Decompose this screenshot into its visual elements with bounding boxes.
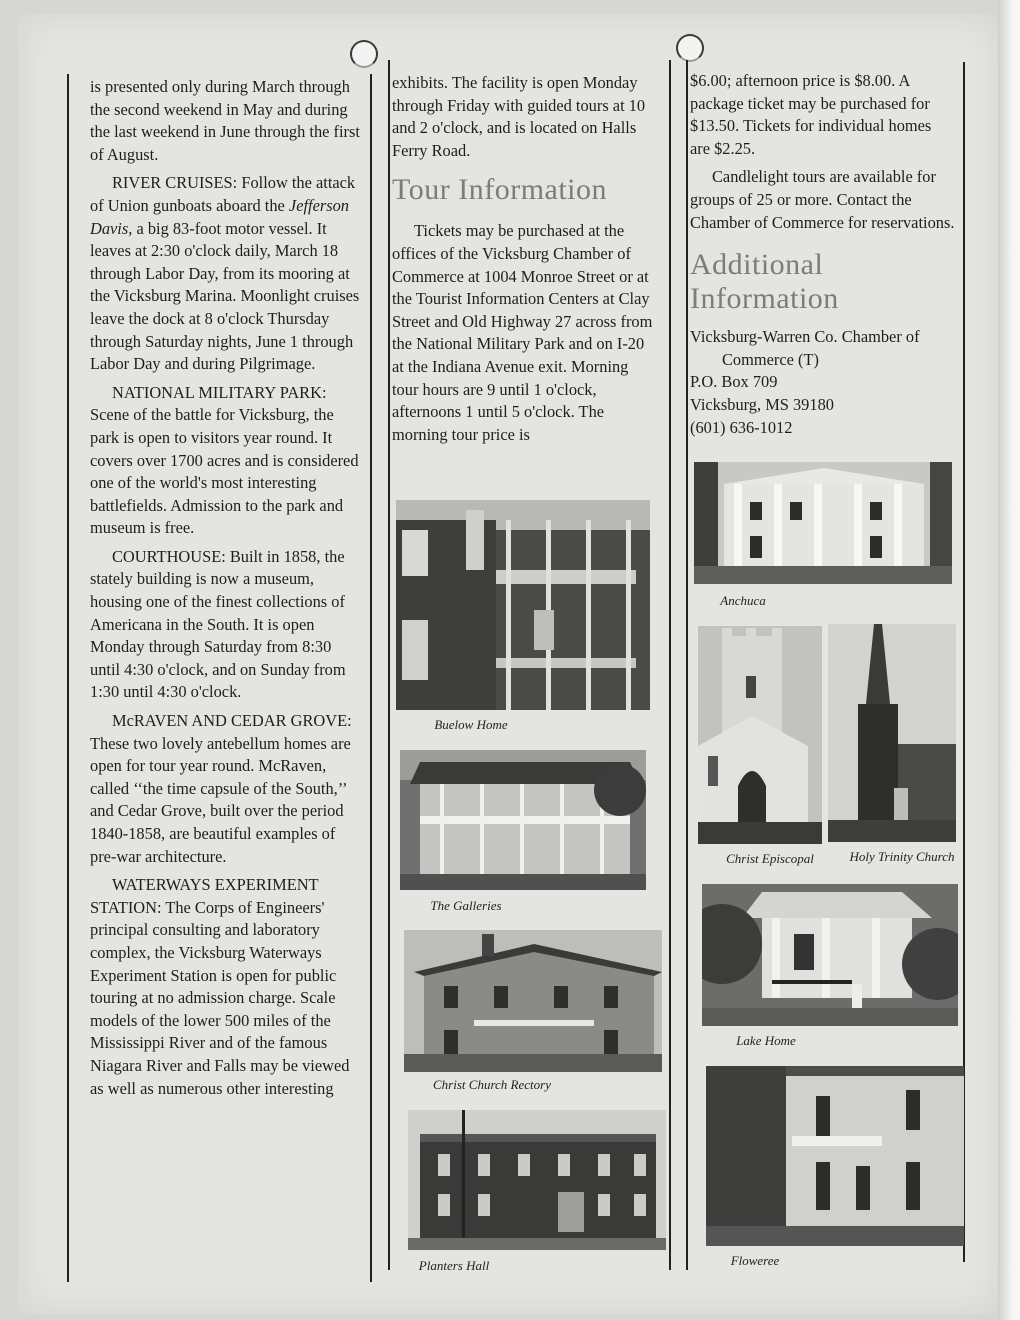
binder-hole-right <box>676 34 704 62</box>
caption-christ-episcopal: Christ Episcopal <box>726 851 814 866</box>
heading-additional-information: Additional Information <box>690 248 839 316</box>
photo-the-galleries <box>400 750 646 890</box>
column-rule <box>669 60 671 1270</box>
column-1 <box>90 76 360 1106</box>
caption-planters-hall: Planters Hall <box>418 1258 490 1273</box>
photo-anchuca <box>694 462 952 584</box>
photo-christ-episcopal <box>698 626 822 844</box>
paragraph-courthouse: COURTHOUSE: Built in 1858, the stately building is now a museum, housing one of the finest collections of Americana in the South. It is open Monday through Saturday from 8:30 until 4:30 o'clock, and on Sunday from 1:30 until 4:30 o'clock. <box>90 546 346 702</box>
column-rule <box>686 60 688 1270</box>
ship-name: Jefferson Davis, <box>90 195 350 238</box>
paragraph-intro: is presented only during March through the second weekend in May and during the last weekend in June through the first of August. <box>90 77 360 164</box>
paragraph-exhibits: exhibits. The facility is open Monday through Friday with guided tours at 10 and 2 o'clock, and is located on Halls Ferry Road. <box>392 73 646 160</box>
caption-anchuca: Anchuca <box>720 593 766 608</box>
photo-floweree <box>706 1066 964 1246</box>
paragraph-waterways: WATERWAYS EXPERIMENT STATION: The Corps of Engineers' principal consulting and laboratory complex, the Vicksburg Waterways Experiment Station is open for public touring at no admission charge. Scale models of the lower 500 miles of the Mississippi River and of the famous Niagara River and Falls may be viewed as well as numerous other interesting <box>90 875 350 1098</box>
heading-tour-information: Tour Information <box>392 173 608 207</box>
paragraph-candlelight: Candlelight tours are available for groups of 25 or more. Contact the Chamber of Commerce for reservations. <box>690 167 955 232</box>
photo-buelow-home <box>396 500 650 710</box>
photo-planters-hall <box>408 1110 666 1250</box>
contact-address: Vicksburg-Warren Co. Chamber of Commerce (T) P.O. Box 709 Vicksburg, MS 39180 (601) 636-1012 <box>690 327 920 437</box>
paragraph-mcraven: McRAVEN AND CEDAR GROVE: These two lovely antebellum homes are open for tour year round. McRaven, called ‘‘the time capsule of the South,’’ and Cedar Grove, built over the period 1840-1858, are beautiful examples of pre-war architecture. <box>90 711 352 866</box>
caption-christ-church-rectory: Christ Church Rectory <box>433 1077 551 1092</box>
caption-holy-trinity-church: Holy Trinity Church <box>849 849 955 864</box>
binder-hole-left <box>350 40 378 68</box>
column-3 <box>690 70 955 439</box>
paragraph-prices: $6.00; afternoon price is $8.00. A package ticket may be purchased for $13.50. Tickets for individual homes are $2.25. <box>690 71 932 158</box>
caption-the-galleries: The Galleries <box>430 898 502 913</box>
column-rule <box>67 74 69 1282</box>
page-edge <box>998 0 1020 1320</box>
caption-buelow-home: Buelow Home <box>434 717 508 732</box>
paragraph-military-park: NATIONAL MILITARY PARK: Scene of the battle for Vicksburg, the park is open to visitors year round. It covers over 1700 acres and is considered one of the world's most interesting battlefields. Admission to the park and museum is free. <box>90 382 359 538</box>
paragraph-river-cruises: RIVER CRUISES: Follow the attack of Union gunboats aboard the Jefferson Davis, a big 83-foot motor vessel. It leaves at 2:30 o'clock daily, March 18 through Labor Day, from its mooring at the Vicksburg Marina. Moonlight cruises leave the dock at 8 o'clock Thursday through Saturday nights, June 1 through Labor Day and during Pilgrimage. <box>90 173 360 374</box>
photo-lake-home <box>702 884 958 1026</box>
column-2 <box>392 72 656 452</box>
photo-holy-trinity-church <box>828 624 956 842</box>
photo-christ-church-rectory <box>404 930 662 1072</box>
caption-floweree: Floweree <box>730 1253 780 1268</box>
caption-lake-home: Lake Home <box>736 1033 796 1048</box>
column-rule <box>388 60 390 1270</box>
column-rule <box>370 74 372 1282</box>
paragraph-tickets: Tickets may be purchased at the offices of the Vicksburg Chamber of Commerce at 1004 Monroe Street or at the Tourist Information Centers at Clay Street and Old Highway 27 across from the National Military Park and on I-20 at the Indiana Avenue exit. Morning tour hours are 9 until 1 o'clock, afternoons 1 until 5 o'clock. The morning tour price is <box>392 221 653 444</box>
